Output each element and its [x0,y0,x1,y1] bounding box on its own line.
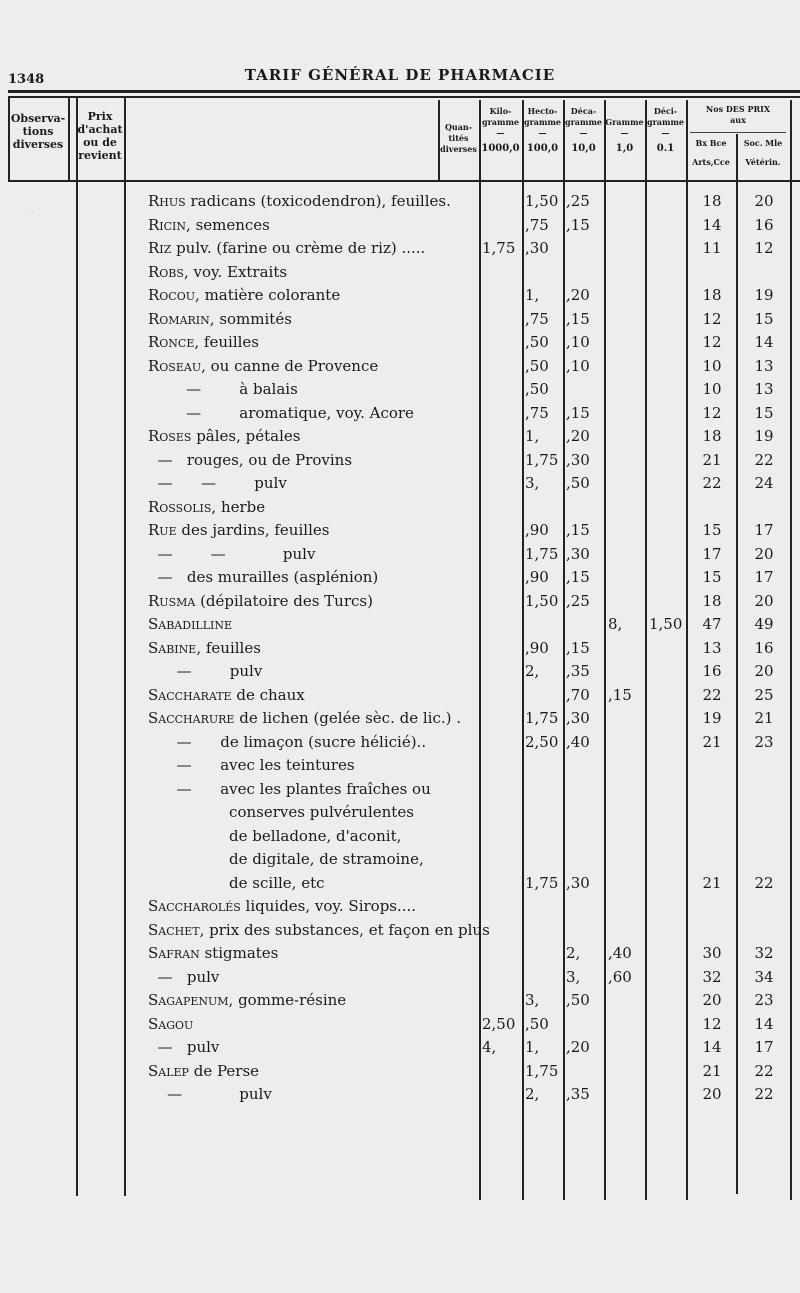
price-soc: 15 [754,403,774,422]
drug-name [148,427,300,445]
drug-name-caps: Rue [148,521,177,539]
drug-name [148,897,416,915]
drug-name-caps: Saccharure [148,709,235,727]
price-deca: ,35 [566,662,590,680]
header-bottom-rule [8,180,800,182]
price-bx: 15 [702,521,722,539]
drug-name [148,263,287,281]
price-hecto: 1,75 [525,1061,559,1080]
drug-name [148,333,259,351]
drug-name-caps: Robs [148,262,184,281]
drug-name [148,733,426,751]
drug-name [148,756,355,774]
column-line [68,96,70,182]
drug-name-text: — — pulv [148,544,316,563]
price-hecto: 1,75 [525,450,559,469]
drug-name-text: — avec les plantes fraîches ou [148,779,431,798]
drug-name [148,286,340,304]
price-bx: 22 [702,474,722,492]
drug-name-caps: Sabine [148,638,197,657]
price-soc: 19 [754,286,774,304]
price-hecto: ,75 [525,403,549,422]
drug-name [148,1038,219,1056]
table-row [0,1062,800,1085]
drug-name-caps: Rossolis [148,497,212,516]
price-bx: 21 [702,450,722,469]
price-bx: 20 [702,1085,722,1103]
header-deci: Déci- gramme — 0.1 [646,106,684,154]
price-deca: ,30 [566,709,590,727]
drug-name-caps: Sagou [148,1014,194,1033]
header-hecto: Hecto- gramme — 100,0 [523,106,561,154]
price-deca: ,50 [566,474,590,492]
price-bx: 47 [702,615,722,633]
price-bx: 10 [702,356,722,375]
drug-name-text: liquides, voy. Sirops.... [240,897,417,915]
price-hecto: 1,75 [525,873,559,892]
drug-name-text: , ou canne de Provence [201,356,379,375]
price-hecto: 1,75 [525,544,559,563]
drug-name [148,474,287,492]
drug-name [148,592,373,610]
drug-name [148,1085,272,1103]
price-kilo: 1,75 [482,239,516,257]
price-bx: 12 [702,403,722,422]
drug-name-text: radicans (toxicodendron), feuilles. [185,192,451,210]
price-bx: 13 [702,638,722,657]
price-bx: 12 [702,333,722,351]
price-soc: 22 [754,1061,774,1080]
price-bx: 30 [702,944,722,962]
drug-name [148,239,425,257]
drug-name-caps: Salep [148,1061,189,1080]
table-row [0,709,800,732]
drug-name [148,615,232,633]
price-hecto: ,50 [525,333,549,351]
table-row [0,968,800,991]
table-row [0,1038,800,1061]
drug-name-text: pâles, pétales [191,427,301,445]
price-soc: 22 [754,1085,774,1103]
table-row [0,333,800,356]
price-deca: ,20 [566,427,590,445]
price-gramme: ,60 [608,967,632,986]
price-hecto: ,50 [525,380,549,398]
drug-name-text: conserves pulvérulentes [148,803,414,821]
drug-name-text: de scille, etc [148,873,325,892]
price-bx: 20 [702,991,722,1009]
price-deca: ,40 [566,732,590,751]
price-deca: ,25 [566,192,590,210]
table-row [0,286,800,309]
price-soc: 21 [754,709,774,727]
drug-name [148,662,262,680]
price-deca: ,25 [566,591,590,610]
drug-name [148,545,315,563]
table-row [0,803,800,826]
price-hecto: ,90 [525,521,549,539]
price-soc: 16 [754,638,774,657]
price-bx: 32 [702,967,722,986]
price-deca: ,15 [566,568,590,586]
price-kilo: 4, [482,1038,497,1056]
drug-name [148,850,424,868]
price-soc: 16 [754,215,774,234]
price-bx: 14 [702,1038,722,1056]
price-gramme: 8, [608,615,623,633]
drug-name-caps: Roseau [148,356,202,375]
price-deca: ,15 [566,215,590,234]
drug-name-text: — pulv [148,662,263,680]
drug-name [148,709,461,727]
header-bx: Bx Bce Arts,Cce [692,138,730,167]
drug-name-text: , herbe [211,497,266,516]
price-soc: 13 [754,380,774,398]
drug-name [148,451,352,469]
drug-name-text: — aromatique, voy. Acore [148,403,414,422]
price-deca: ,10 [566,356,590,375]
drug-name-text: des jardins, feuilles [176,521,330,539]
price-hecto: 2, [525,1085,540,1103]
price-bx: 19 [702,709,722,727]
price-soc: 20 [754,662,774,680]
price-hecto: 2,50 [525,732,559,751]
top-rule-2 [8,96,800,98]
price-soc: 20 [754,544,774,563]
price-deca: 2, [566,944,581,962]
drug-name [148,521,329,539]
table-row [0,780,800,803]
table-row [0,615,800,638]
price-bx: 12 [702,309,722,328]
price-soc: 20 [754,591,774,610]
drug-name [148,404,414,422]
drug-name-text: de belladone, d'aconit, [148,826,402,845]
table-row [0,827,800,850]
drug-name-text: — de limaçon (sucre hélicié).. [148,732,427,751]
price-soc: 19 [754,427,774,445]
drug-name-text: — pulv [148,1085,272,1103]
header-kilo: Kilo- gramme — 1000,0 [481,106,520,154]
price-deca: ,35 [566,1085,590,1103]
table-row [0,474,800,497]
bleed-through-mark: · [30,205,35,220]
table-row [0,498,800,521]
table-row [0,921,800,944]
price-soc: 17 [754,568,774,586]
drug-name-caps: Roses [148,427,192,445]
table-row [0,451,800,474]
price-hecto: 1, [525,286,540,304]
price-bx: 10 [702,380,722,398]
drug-name-caps: Saccharate [148,685,232,704]
drug-name-text: de digitale, de stramoine, [148,850,424,868]
drug-name [148,498,265,516]
drug-name-text: , feuilles [196,638,261,657]
drug-name-caps: Rusma [148,591,196,610]
price-soc: 32 [754,944,774,962]
drug-name [148,1015,193,1033]
price-hecto: ,75 [525,215,549,234]
price-hecto: 3, [525,991,540,1009]
price-soc: 34 [754,967,774,986]
table-row [0,662,800,685]
drug-name-caps: Safran [148,944,200,962]
price-bx: 21 [702,1061,722,1080]
drug-name-text: , semences [186,215,270,234]
price-bx: 21 [702,732,722,751]
header-subrule [690,132,786,133]
header-gramme: Gramme — 1,0 [605,117,644,154]
price-deci: 1,50 [649,615,683,633]
drug-name-caps: Rhus [148,192,186,210]
page-number: 1348 [8,72,45,87]
table-row [0,874,800,897]
price-hecto: 3, [525,474,540,492]
drug-name [148,921,490,939]
header-soc: Soc. Mle Vétérin. [743,138,783,167]
table-row [0,991,800,1014]
header-quantites: Quan- tités diverses [440,122,477,154]
price-deca: ,15 [566,309,590,328]
price-deca: ,50 [566,991,590,1009]
price-deca: ,15 [566,403,590,422]
price-soc: 24 [754,474,774,492]
table-row [0,427,800,450]
price-hecto: 1, [525,427,540,445]
price-bx: 14 [702,215,722,234]
table-row [0,192,800,215]
drug-name [148,216,270,234]
drug-name-text: , sommités [209,309,292,328]
drug-name-text: de Perse [188,1061,260,1080]
price-deca: ,20 [566,286,590,304]
table-row [0,521,800,544]
drug-name [148,568,378,586]
drug-name-text: — des murailles (asplénion) [148,568,379,586]
price-soc: 20 [754,192,774,210]
drug-name-caps: Rocou [148,286,196,304]
drug-name-text: , gomme-résine [228,991,347,1009]
price-soc: 17 [754,521,774,539]
price-soc: 14 [754,1014,774,1033]
price-soc: 17 [754,1038,774,1056]
price-bx: 16 [702,662,722,680]
table-row [0,263,800,286]
table-row [0,944,800,967]
drug-name-caps: Sabadilline [148,615,233,633]
price-bx: 11 [702,239,722,257]
price-deca: ,70 [566,685,590,704]
price-soc: 12 [754,239,774,257]
price-soc: 23 [754,991,774,1009]
price-hecto: 2, [525,662,540,680]
drug-name-caps: Saccharolés [148,897,241,915]
table-row [0,592,800,615]
price-soc: 15 [754,309,774,328]
drug-name [148,310,292,328]
drug-name [148,803,414,821]
header-prix-aux: Nos DES PRIX aux [705,104,771,125]
price-bx: 22 [702,685,722,704]
price-soc: 14 [754,333,774,351]
drug-name [148,686,305,704]
price-deca: ,30 [566,450,590,469]
price-hecto: 1,75 [525,709,559,727]
price-soc: 22 [754,873,774,892]
price-hecto: 1,50 [525,192,559,210]
drug-name-text: — rouges, ou de Provins [148,450,353,469]
drug-name-text: , voy. Extraits [183,262,288,281]
header-observations: Observa- tions diverses [10,112,66,151]
price-soc: 23 [754,732,774,751]
price-hecto: ,75 [525,309,549,328]
drug-name [148,827,401,845]
price-soc: 25 [754,685,774,704]
header-deca: Déca- gramme — 10,0 [564,106,602,154]
table-row [0,733,800,756]
table-row [0,568,800,591]
price-hecto: 1,50 [525,591,559,610]
price-deca: 3, [566,967,581,986]
price-bx: 17 [702,544,722,563]
price-deca: ,30 [566,544,590,563]
drug-name [148,639,261,657]
drug-name [148,874,325,892]
price-deca: ,10 [566,333,590,351]
table-row [0,639,800,662]
price-gramme: ,15 [608,685,632,704]
drug-name-text: , prix des substances, et façon en plus [199,920,490,939]
drug-name-text: de chaux [231,685,305,704]
drug-name-caps: Ronce [148,333,195,351]
drug-name [148,357,378,375]
price-deca: ,30 [566,873,590,892]
table-row [0,686,800,709]
drug-name [148,991,346,1009]
top-rule [8,90,800,93]
price-bx: 21 [702,873,722,892]
price-gramme: ,40 [608,944,632,962]
drug-name-text: — à balais [148,380,298,398]
drug-name-text: — pulv [148,967,220,986]
price-bx: 12 [702,1014,722,1033]
table-row [0,756,800,779]
drug-name [148,192,451,210]
header-prix: Prix d'achat ou de revient [77,110,123,162]
price-deca: ,20 [566,1038,590,1056]
running-title: TARIF GÉNÉRAL DE PHARMACIE [244,66,556,84]
price-hecto: ,30 [525,239,549,257]
price-bx: 15 [702,568,722,586]
table-row [0,357,800,380]
drug-name-text: — avec les teintures [148,756,355,774]
price-hecto: 1, [525,1038,540,1056]
drug-name-text: , matière colorante [195,286,341,304]
table-row [0,850,800,873]
table-row [0,310,800,333]
price-hecto: ,90 [525,638,549,657]
price-soc: 49 [754,615,774,633]
table-row [0,1085,800,1108]
drug-name [148,944,278,962]
table-row [0,380,800,403]
price-deca: ,15 [566,521,590,539]
price-deca: ,15 [566,638,590,657]
drug-name-caps: Sachet [148,920,200,939]
drug-name-text: de lichen (gelée sèc. de lic.) . [234,709,462,727]
price-hecto: ,90 [525,568,549,586]
table-row [0,545,800,568]
drug-name-text: — — pulv [148,474,287,492]
drug-name [148,380,298,398]
drug-name-caps: Sagapenum [148,991,229,1009]
drug-name [148,1062,259,1080]
drug-name [148,968,219,986]
table-row [0,1015,800,1038]
table-row [0,404,800,427]
drug-name-text: stigmates [199,944,279,962]
table-row [0,897,800,920]
table-row [0,216,800,239]
drug-name-text: , feuilles [194,333,259,351]
price-soc: 13 [754,356,774,375]
price-bx: 18 [702,286,722,304]
price-hecto: ,50 [525,356,549,375]
price-kilo: 2,50 [482,1014,516,1033]
drug-name-caps: Romarin [148,309,210,328]
drug-name-text: (dépilatoire des Turcs) [195,591,373,610]
table-row [0,239,800,262]
price-hecto: ,50 [525,1014,549,1033]
price-soc: 22 [754,450,774,469]
drug-name-text: — pulv [148,1038,220,1056]
price-bx: 18 [702,427,722,445]
drug-name-caps: Riz [148,239,172,257]
price-bx: 18 [702,591,722,610]
drug-name [148,780,431,798]
price-bx: 18 [702,192,722,210]
drug-name-text: pulv. (farine ou crème de riz) ..... [171,239,426,257]
drug-name-caps: Ricin [148,215,187,234]
